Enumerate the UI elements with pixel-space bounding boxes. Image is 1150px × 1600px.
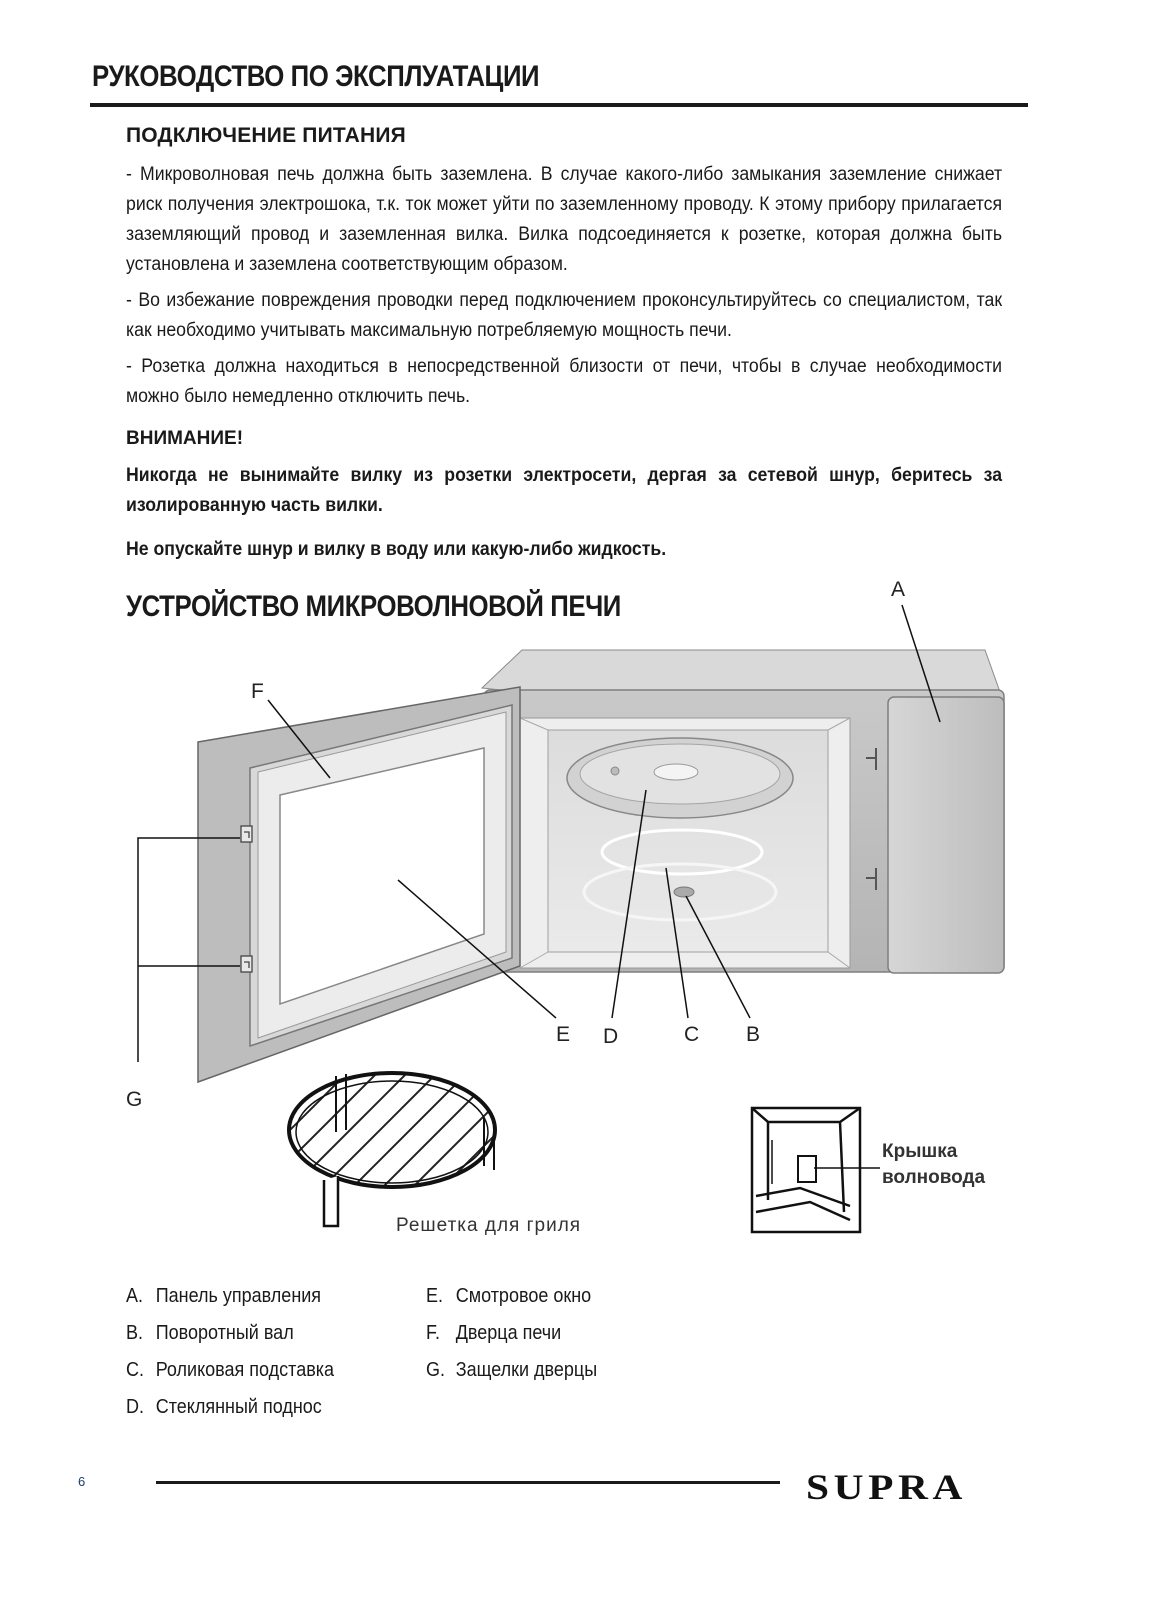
power-paragraph-3: - Розетка должна находиться в непосредственной близости от печи, чтобы в случае необходимости можно было немедленно отключить печь.	[126, 356, 1003, 407]
legend-letter: C.	[126, 1359, 144, 1381]
label-d: D	[603, 1025, 619, 1048]
page-number: 6	[78, 1474, 86, 1489]
door-latch-upper	[241, 826, 252, 842]
power-section-heading: ПОДКЛЮЧЕНИЕ ПИТАНИЯ	[126, 124, 406, 147]
title-divider	[90, 103, 1028, 107]
warning-text-1: Никогда не вынимайте вилку из розетки электросети, дергая за сетевой шнур, беритесь за изолированную часть вилки.	[126, 465, 1003, 516]
legend-letter: B.	[126, 1322, 144, 1344]
legend-letter: A.	[126, 1285, 144, 1307]
waveguide-caption-line-1: Крышка	[882, 1141, 958, 1162]
grill-rack-caption: Решетка для гриля	[396, 1215, 582, 1236]
warning-title: ВНИМАНИЕ!	[126, 428, 244, 449]
label-f: F	[251, 680, 264, 703]
power-paragraph-1: - Микроволновая печь должна быть заземлена. В случае какого-либо замыкания заземление снижает риск получения электрошока, т.к. ток может уйти по заземленному проводу. К этому прибору прилагается заземляющий провод и заземленная вилка. Вилка подсоединяется к розетке, которая должна быть установлена и заземлена соответствующим образом.	[126, 164, 1003, 275]
legend-text: Защелки дверцы	[455, 1359, 598, 1381]
microwave-diagram	[0, 560, 1150, 1280]
legend-text: Дверца печи	[455, 1322, 562, 1344]
document-title: РУКОВОДСТВО ПО ЭКСПЛУАТАЦИИ	[92, 60, 540, 93]
warning-text-2: Не опускайте шнур и вилку в воду или какую-либо жидкость.	[126, 539, 667, 560]
legend-item-f	[426, 1320, 696, 1346]
legend-item-b	[126, 1320, 396, 1346]
label-e: E	[556, 1023, 571, 1046]
label-c: C	[684, 1023, 700, 1046]
legend-text: Поворотный вал	[155, 1322, 294, 1344]
footer-divider	[156, 1481, 780, 1484]
legend-item-c	[126, 1357, 396, 1383]
legend-letter: F.	[426, 1322, 441, 1344]
waveguide-cover-sketch	[752, 1108, 880, 1232]
brand-logo: SUPRA	[806, 1467, 968, 1507]
waveguide-caption-line-2: волновода	[882, 1167, 986, 1188]
parts-legend	[126, 1283, 726, 1420]
warning-body	[126, 461, 1002, 565]
turntable-shaft	[674, 887, 694, 897]
control-panel	[888, 697, 1004, 973]
legend-item-e	[426, 1283, 696, 1309]
label-g: G	[126, 1088, 143, 1111]
power-section-body	[126, 160, 1002, 412]
legend-text: Панель управления	[155, 1285, 322, 1307]
device-section-heading: УСТРОЙСТВО МИКРОВОЛНОВОЙ ПЕЧИ	[126, 590, 621, 623]
grill-rack	[260, 1050, 535, 1226]
legend-text: Роликовая подставка	[155, 1359, 335, 1381]
legend-item-g	[426, 1357, 696, 1383]
label-b: B	[746, 1023, 761, 1046]
legend-item-d	[126, 1394, 396, 1420]
power-paragraph-2: - Во избежание повреждения проводки перед подключением проконсультируйтесь со специалистом, так как необходимо учитывать максимальную потребляемую мощность печи.	[126, 290, 1003, 341]
label-a: A	[891, 578, 906, 601]
legend-letter: D.	[126, 1396, 144, 1418]
glass-tray	[567, 738, 793, 818]
legend-text: Стеклянный поднос	[155, 1396, 322, 1418]
legend-item-a	[126, 1283, 396, 1309]
legend-letter: E.	[426, 1285, 444, 1307]
legend-letter: G.	[426, 1359, 446, 1381]
legend-text: Смотровое окно	[455, 1285, 592, 1307]
door-latch-lower	[241, 956, 252, 972]
